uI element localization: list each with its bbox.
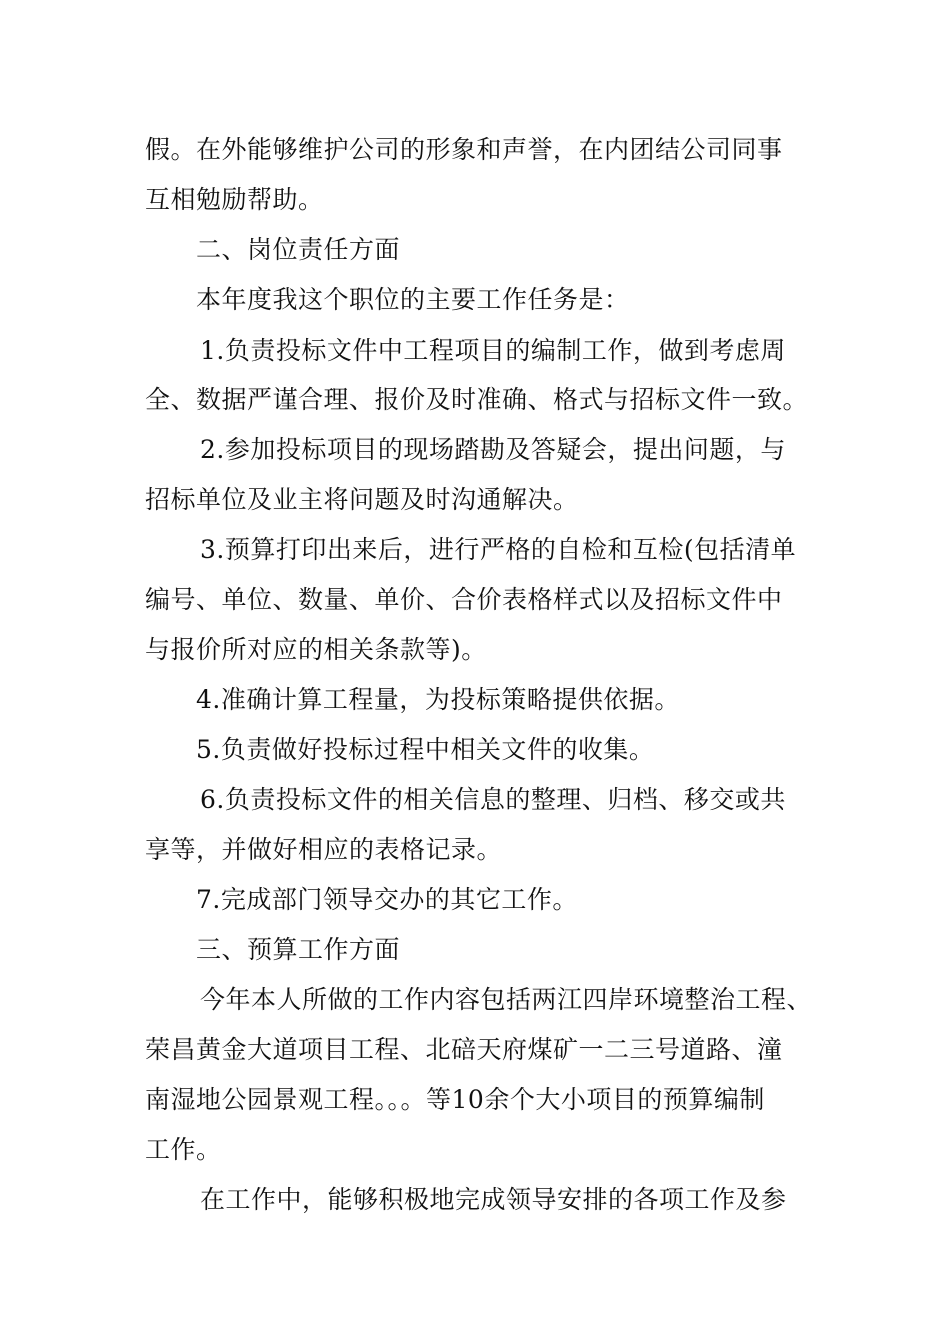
- paragraph-line: 南湿地公园景观工程。。。等10余个大小项目的预算编制: [145, 1085, 765, 1114]
- list-item-line: 享等，并做好相应的表格记录。: [145, 835, 503, 864]
- paragraph-line: 在工作中，能够积极地完成领导安排的各项工作及参: [200, 1185, 787, 1214]
- list-item-line: 招标单位及业主将问题及时沟通解决。: [145, 485, 579, 514]
- list-item-line: 全、数据严谨合理、报价及时准确、格式与招标文件一致。: [145, 385, 809, 414]
- paragraph-line: 本年度我这个职位的主要工作任务是：: [196, 285, 630, 314]
- paragraph-line: 假。在外能够维护公司的形象和声誉，在内团结公司同事: [145, 135, 783, 164]
- list-item-line: 2.参加投标项目的现场踏勘及答疑会，提出问题，与: [200, 435, 786, 464]
- paragraph-line: 互相勉励帮助。: [145, 185, 324, 214]
- paragraph-line: 工作。: [145, 1135, 222, 1164]
- list-item-line: 4.准确计算工程量，为投标策略提供依据。: [196, 685, 680, 714]
- list-item-line: 6.负责投标文件的相关信息的整理、归档、移交或共: [200, 785, 786, 814]
- list-item-line: 与报价所对应的相关条款等)。: [145, 635, 487, 664]
- section-heading: 二、岗位责任方面: [196, 235, 401, 264]
- paragraph-line: 荣昌黄金大道项目工程、北碚天府煤矿一二三号道路、潼: [145, 1035, 783, 1064]
- paragraph-line: 今年本人所做的工作内容包括两江四岸环境整治工程、: [200, 985, 813, 1014]
- list-item-line: 编号、单位、数量、单价、合价表格样式以及招标文件中: [145, 585, 783, 614]
- list-item-line: 3.预算打印出来后，进行严格的自检和互检(包括清单: [200, 535, 797, 564]
- list-item-line: 7.完成部门领导交办的其它工作。: [196, 885, 578, 914]
- list-item-line: 1.负责投标文件中工程项目的编制工作，做到考虑周: [200, 336, 786, 365]
- list-item-line: 5.负责做好投标过程中相关文件的收集。: [196, 735, 655, 764]
- section-heading: 三、预算工作方面: [196, 935, 401, 964]
